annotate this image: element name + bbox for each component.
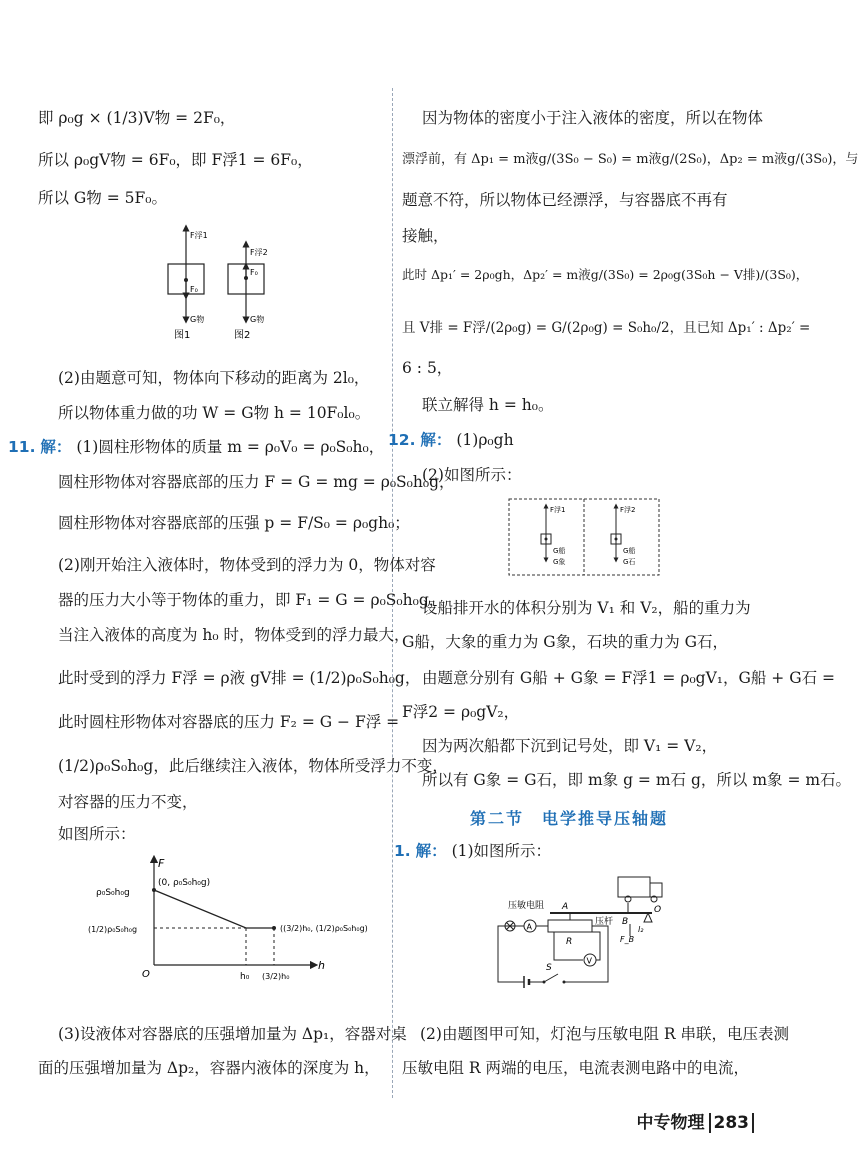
text-line: 如图所示： — [58, 825, 136, 843]
section-title: 第二节 电学推导压轴题 — [470, 809, 669, 828]
label-float2: F浮2 — [620, 506, 636, 514]
point — [545, 538, 548, 541]
text-line: G船，大象的重力为 G象，石块的重力为 G石， — [402, 633, 729, 651]
text-line: 因为物体的密度小于注入液体的密度，所以在物体 — [422, 109, 764, 127]
label-gboat1: G船 — [553, 547, 566, 555]
text-line: 联立解得 h = h₀。 — [422, 396, 554, 414]
page-number: 283 — [709, 1113, 755, 1133]
point-label-1: (0, ρ₀S₀h₀g) — [158, 878, 211, 888]
text-line: 所以物体重力做的功 W = G物 h = 10F₀l₀。 — [58, 404, 371, 422]
tick-label-half: (1/2)ρ₀S₀h₀g — [88, 925, 138, 934]
footer-subject: 中专物理 — [636, 1113, 705, 1133]
tick-label-h0: h₀ — [240, 972, 250, 982]
text-line: 圆柱形物体对容器底部的压力 F = G = mg = ρ₀S₀h₀g， — [58, 473, 455, 491]
wire-right — [564, 926, 608, 982]
question-1-line — [394, 841, 551, 861]
text-line: 设船排开水的体积分别为 V₁ 和 V₂，船的重力为 — [422, 599, 751, 617]
text-line: 压敏电阻 R 两端的电压，电流表测电路中的电流， — [402, 1059, 750, 1077]
label-fbuoy2: F浮2 — [250, 248, 268, 257]
switch-icon — [544, 974, 558, 982]
label-fbuoy1: F浮1 — [190, 231, 208, 240]
label-fb: F_B — [620, 935, 635, 944]
label-l2: l₂ — [638, 925, 644, 934]
question-number: 12. — [388, 431, 416, 449]
text-line: 6 : 5， — [402, 359, 453, 377]
text-line: 所以有 G象 = G石，即 m象 g = m石 g，所以 m象 = m石。 — [422, 771, 852, 789]
tick-label-top: ρ₀S₀h₀g — [96, 888, 130, 898]
text-line: 因为两次船都下沉到记号处，即 V₁ = V₂， — [422, 737, 718, 755]
force-diagram-fig1-fig2 — [158, 222, 318, 347]
label-r: R — [566, 937, 573, 947]
point-start — [152, 888, 156, 892]
text-line: (2)由题意可知，物体向下移动的距离为 2l₀， — [58, 369, 370, 387]
label-gboat2: G船 — [623, 547, 636, 555]
point-label-2: ((3/2)h₀, (1/2)ρ₀S₀h₀g) — [280, 924, 368, 933]
label-lever: 压杆 — [595, 917, 614, 927]
pivot — [644, 913, 652, 922]
label-f0: F₀ — [190, 285, 198, 294]
answer-label: 解： — [415, 842, 447, 860]
text-line: (1)ρ₀gh — [456, 431, 514, 449]
voltmeter-label: V — [586, 956, 592, 966]
answer-label: 解： — [420, 431, 452, 449]
label-s: S — [546, 963, 552, 973]
text-line: 题意不符，所以物体已经漂浮，与容器底不再有 — [402, 191, 728, 209]
switch-node — [563, 981, 566, 984]
text-line: 接触， — [402, 227, 449, 245]
text-line: 所以 G物 = 5F₀。 — [38, 189, 167, 207]
text-line: F浮2 = ρ₀gV₂， — [402, 703, 520, 721]
caption-fig2: 图2 — [234, 330, 251, 341]
origin-label: O — [142, 969, 150, 980]
label-b: B — [622, 917, 629, 927]
label-gelephant: G象 — [553, 558, 566, 566]
label-gobj2: G物 — [250, 315, 265, 324]
text-line: (1)如图所示： — [451, 842, 552, 860]
pressure-force-graph — [88, 855, 386, 983]
switch-node — [543, 981, 546, 984]
text-line: 当注入液体的高度为 h₀ 时，物体受到的浮力最大， — [58, 626, 410, 644]
label-sensor: 压敏电阻 — [508, 901, 545, 911]
label-a: A — [562, 902, 569, 912]
question-11-line — [8, 437, 384, 457]
circuit-diagram — [488, 872, 684, 1000]
question-number: 1. — [394, 842, 411, 860]
text-line: (2)由题图甲可知，灯泡与压敏电阻 R 串联，电压表测 — [420, 1025, 789, 1043]
text-line: (1)圆柱形物体的质量 m = ρ₀V₀ = ρ₀S₀h₀， — [76, 438, 385, 456]
text-line: 且 V排 = F浮/(2ρ₀g) = G/(2ρ₀g) = S₀h₀/2，且已知 Δp₁′ : Δp₂′ = — [402, 320, 811, 336]
caption-fig1: 图1 — [174, 330, 191, 341]
tick-label-3h0: (3/2)h₀ — [262, 972, 290, 981]
text-line: 此时受到的浮力 F浮 = ρ液 gV排 = (1/2)ρ₀S₀h₀g， — [58, 669, 421, 687]
label-gobj: G物 — [190, 315, 205, 324]
text-line: 即 ρ₀g × (1/3)V物 = 2F₀， — [38, 109, 236, 127]
text-line: 所以 ρ₀gV物 = 6F₀，即 F浮1 = 6F₀， — [38, 151, 313, 169]
label-gstone: G石 — [623, 558, 636, 566]
text-line: 漂浮前，有 Δp₁ = m液g/(3S₀ − S₀) = m液g/(2S₀)，Δp₂ = m液g/(3S₀)，与 — [402, 152, 858, 167]
question-12-line — [388, 430, 514, 450]
sensor-resistor — [548, 920, 592, 932]
point — [184, 278, 188, 282]
label-o: O — [654, 905, 662, 915]
axis-label-f: F — [158, 857, 165, 870]
text-line: (1/2)ρ₀S₀h₀g，此后继续注入液体，物体所受浮力不变， — [58, 757, 448, 775]
force-curve — [154, 890, 274, 928]
answer-label: 解： — [40, 438, 72, 456]
point — [615, 538, 618, 541]
truck-cab — [650, 883, 662, 897]
text-line: 此时圆柱形物体对容器底的压力 F₂ = G − F浮 = — [58, 713, 400, 731]
axis-label-h: h — [318, 959, 325, 972]
text-line: (2)如图所示： — [422, 466, 522, 484]
text-line: 此时 Δp₁′ = 2ρ₀gh，Δp₂′ = m液g/(3S₀) = 2ρ₀g(3S₀h − V排)/(3S₀)， — [402, 267, 809, 282]
ammeter-label: A — [526, 922, 532, 932]
text-line: 面的压强增加量为 Δp₂，容器内液体的深度为 h， — [38, 1059, 380, 1077]
boat-force-diagram — [508, 498, 660, 578]
point-end — [272, 926, 276, 930]
text-line: (3)设液体对容器底的压强增加量为 Δp₁，容器对桌 — [58, 1025, 407, 1043]
text-line: 圆柱形物体对容器底部的压强 p = F/S₀ = ρ₀gh₀； — [58, 514, 410, 532]
text-line: 由题意分别有 G船 + G象 = F浮1 = ρ₀gV₁，G船 + G石 = — [422, 669, 836, 687]
text-line: 对容器的压力不变， — [58, 793, 198, 811]
text-line: 器的压力大小等于物体的重力，即 F₁ = G = ρ₀S₀h₀g， — [58, 591, 445, 609]
question-number: 11. — [8, 438, 36, 456]
truck-body — [618, 877, 650, 897]
wire-left — [498, 926, 548, 982]
point — [244, 276, 248, 280]
label-f0-2: F₀ — [250, 268, 258, 277]
label-float1: F浮1 — [550, 506, 566, 514]
text-line: (2)刚开始注入液体时，物体受到的浮力为 0，物体对容 — [58, 556, 436, 574]
page-footer — [637, 1108, 755, 1133]
